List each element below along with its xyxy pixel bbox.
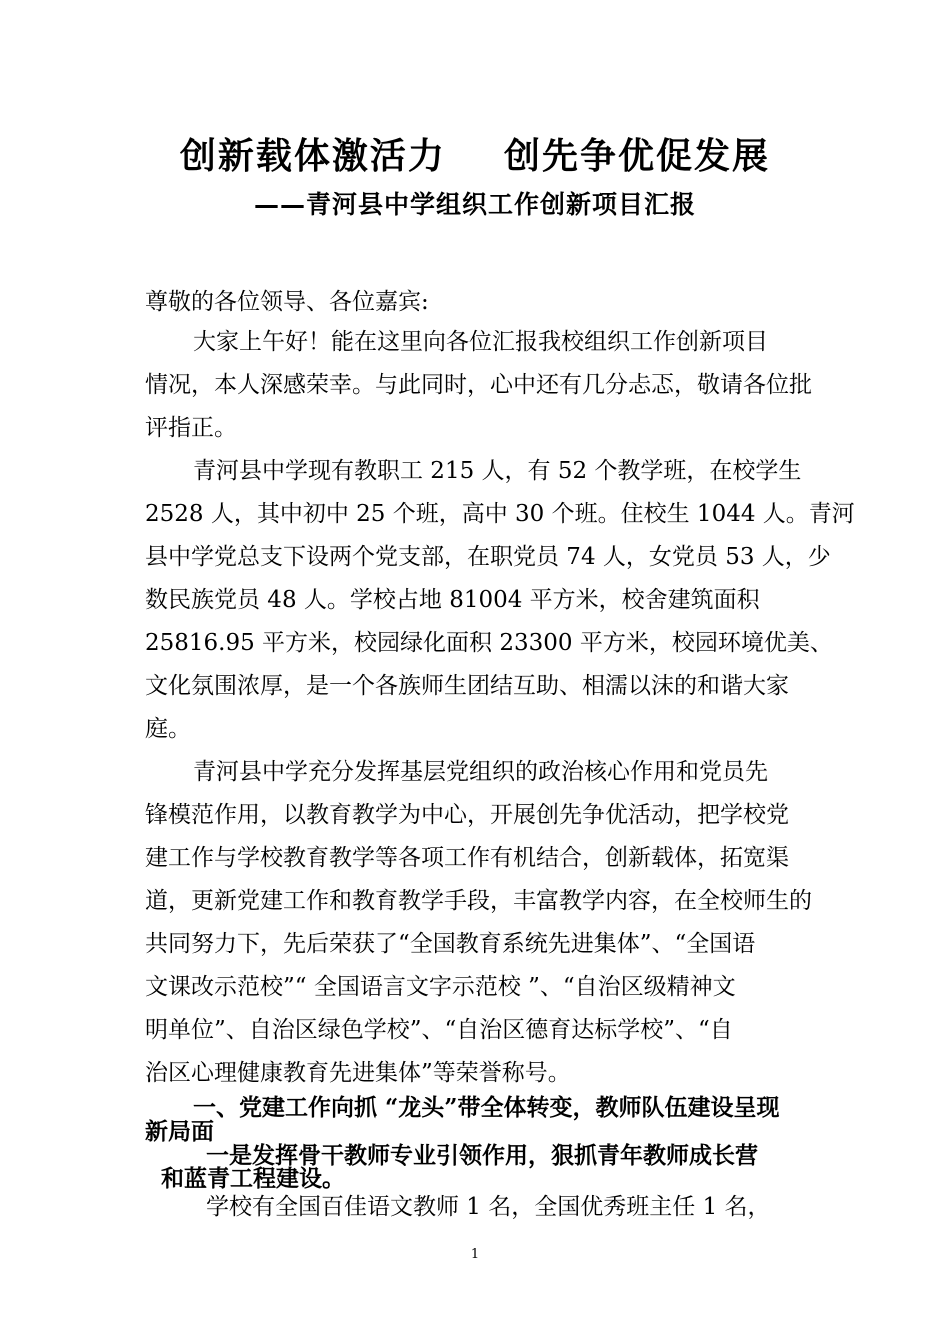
paragraph-line: 县中学党总支下设两个党支部，在职党员 74 人，女党员 53 人，少	[145, 544, 831, 570]
page-number: 1	[470, 1247, 480, 1262]
section-heading: 新局面	[145, 1118, 214, 1145]
subsection-heading: 一是发挥骨干教师专业引领作用，狠抓青年教师成长营	[206, 1142, 758, 1169]
greeting: 尊敬的各位领导、各位嘉宾:	[145, 289, 429, 315]
paragraph-line: 建工作与学校教育教学等各项工作有机结合，创新载体，拓宽渠	[145, 845, 789, 871]
paragraph-line: 锋模范作用，以教育教学为中心，开展创先争优活动，把学校党	[145, 802, 789, 828]
paragraph-line: 明单位”、自治区绿色学校”、“自治区德育达标学校”、“自	[145, 1017, 733, 1043]
paragraph-line: 2528 人，其中初中 25 个班，高中 30 个班。住校生 1044 人。青河	[145, 501, 855, 527]
paragraph-line: 治区心理健康教育先进集体”等荣誉称号。	[145, 1060, 571, 1086]
paragraph-line: 道，更新党建工作和教育教学手段，丰富教学内容，在全校师生的	[145, 888, 812, 914]
paragraph-line: 25816.95 平方米，校园绿化面积 23300 平方米，校园环境优美、	[145, 630, 833, 656]
paragraph-line: 学校有全国百佳语文教师 1 名，全国优秀班主任 1 名，	[206, 1194, 771, 1220]
paragraph-line: 文课改示范校”“ 全国语言文字示范校 ”、“自治区级精神文	[145, 974, 736, 1000]
paragraph-line: 青河县中学现有教职工 215 人，有 52 个教学班，在校学生	[193, 458, 802, 484]
paragraph-line: 评指正。	[145, 415, 237, 441]
paragraph-line: 大家上午好！能在这里向各位汇报我校组织工作创新项目	[193, 329, 768, 355]
document-title: 创新载体激活力 创先争优促发展	[179, 135, 771, 177]
paragraph-line: 数民族党员 48 人。学校占地 81004 平方米，校舍建筑面积	[145, 587, 760, 613]
document-subtitle: ——青河县中学组织工作创新项目汇报	[253, 190, 696, 219]
subsection-heading: 和蓝青工程建设。	[161, 1165, 345, 1192]
paragraph-line: 文化氛围浓厚，是一个各族师生团结互助、相濡以沫的和谐大家	[145, 673, 789, 699]
section-heading: 一、党建工作向抓 “龙头”带全体转变，教师队伍建设呈现	[193, 1094, 780, 1121]
paragraph-line: 青河县中学充分发挥基层党组织的政治核心作用和党员先	[193, 759, 768, 785]
paragraph-line: 庭。	[145, 716, 191, 742]
paragraph-line: 情况，本人深感荣幸。与此同时，心中还有几分忐忑，敬请各位批	[145, 372, 812, 398]
paragraph-line: 共同努力下，先后荣获了“全国教育系统先进集体”、“全国语	[145, 931, 756, 957]
